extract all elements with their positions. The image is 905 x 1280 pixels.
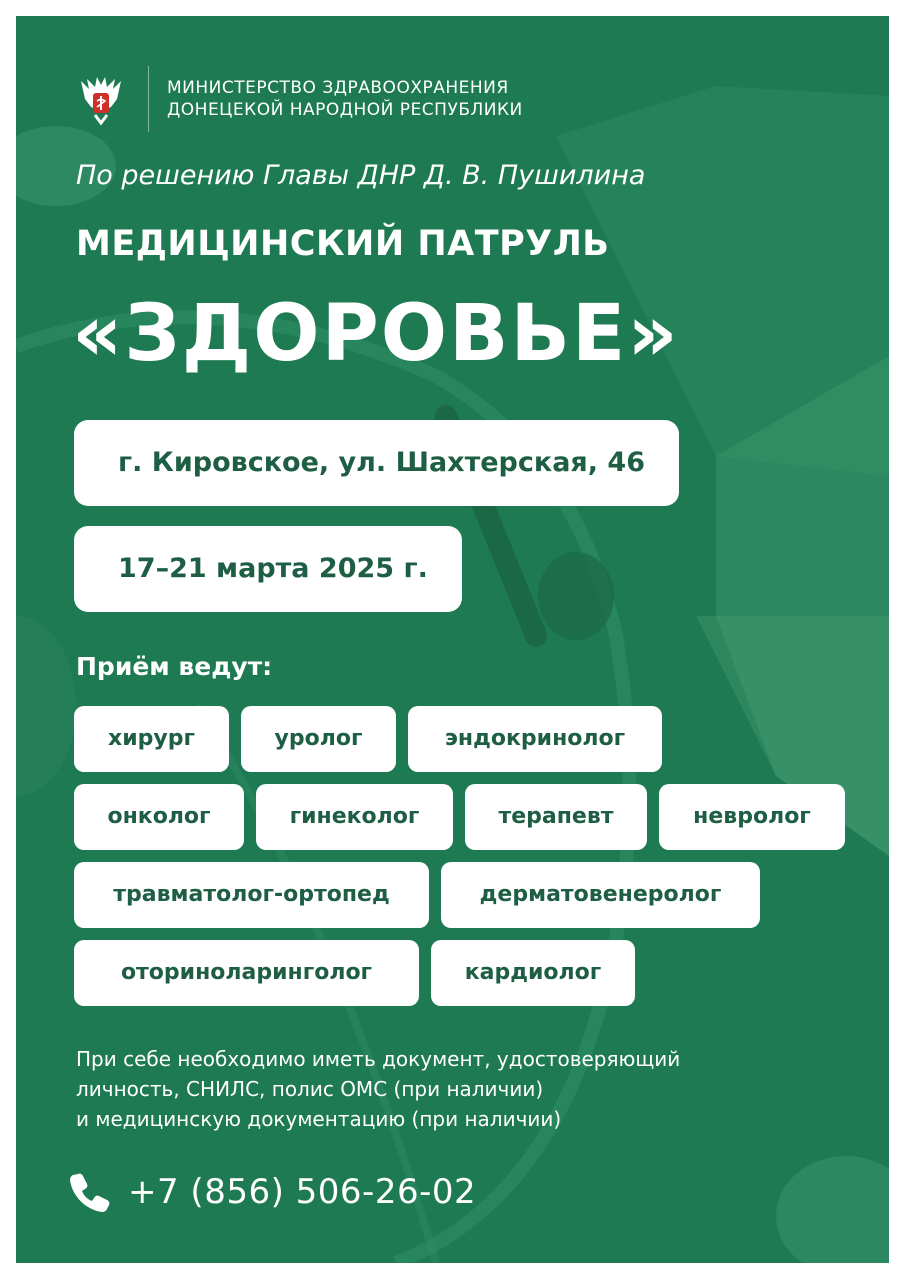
specialist-tag: уролог xyxy=(241,706,396,772)
phone-number[interactable]: +7 (856) 506-26-02 xyxy=(128,1172,477,1212)
ministry-header xyxy=(76,66,523,132)
specialist-tag: гинеколог xyxy=(256,784,453,850)
address-box: г. Кировское, ул. Шахтерская, 46 xyxy=(74,420,679,506)
specialist-tag: эндокринолог xyxy=(408,706,662,772)
note-line-3: и медицинскую документацию (при наличии) xyxy=(76,1107,562,1131)
ministry-line-2: ДОНЕЦЕКОЙ НАРОДНОЙ РЕСПУБЛИКИ xyxy=(167,100,523,120)
reception-label: Приём ведут: xyxy=(76,652,273,681)
ministry-name xyxy=(167,77,523,121)
specialist-tag: терапевт xyxy=(465,784,647,850)
header-divider xyxy=(148,66,149,132)
emblem-icon xyxy=(76,69,126,129)
poster xyxy=(16,16,889,1263)
phone-row xyxy=(68,1170,476,1214)
specialist-tag: дерматовенеролог xyxy=(441,862,760,928)
specialist-tag: невролог xyxy=(659,784,845,850)
specialist-tag: онколог xyxy=(74,784,244,850)
ministry-line-1: МИНИСТЕРСТВО ЗДРАВООХРАНЕНИЯ xyxy=(167,78,509,98)
title-line-1: МЕДИЦИНСКИЙ ПАТРУЛЬ xyxy=(76,224,610,264)
specialist-tag: хирург xyxy=(74,706,229,772)
title-line-2: «ЗДОРОВЬЕ» xyxy=(72,289,680,379)
note-line-1: При себе необходимо иметь документ, удостоверяющий xyxy=(76,1047,681,1071)
specialist-tag: кардиолог xyxy=(431,940,635,1006)
specialist-tag: травматолог-ортопед xyxy=(74,862,429,928)
documents-note xyxy=(76,1044,836,1134)
dates-box: 17–21 марта 2025 г. xyxy=(74,526,462,612)
subtitle: По решению Главы ДНР Д. В. Пушилина xyxy=(76,160,646,191)
specialist-tag: оториноларинголог xyxy=(74,940,419,1006)
phone-icon xyxy=(68,1170,112,1214)
note-line-2: личность, СНИЛС, полис ОМС (при наличии) xyxy=(76,1077,544,1101)
